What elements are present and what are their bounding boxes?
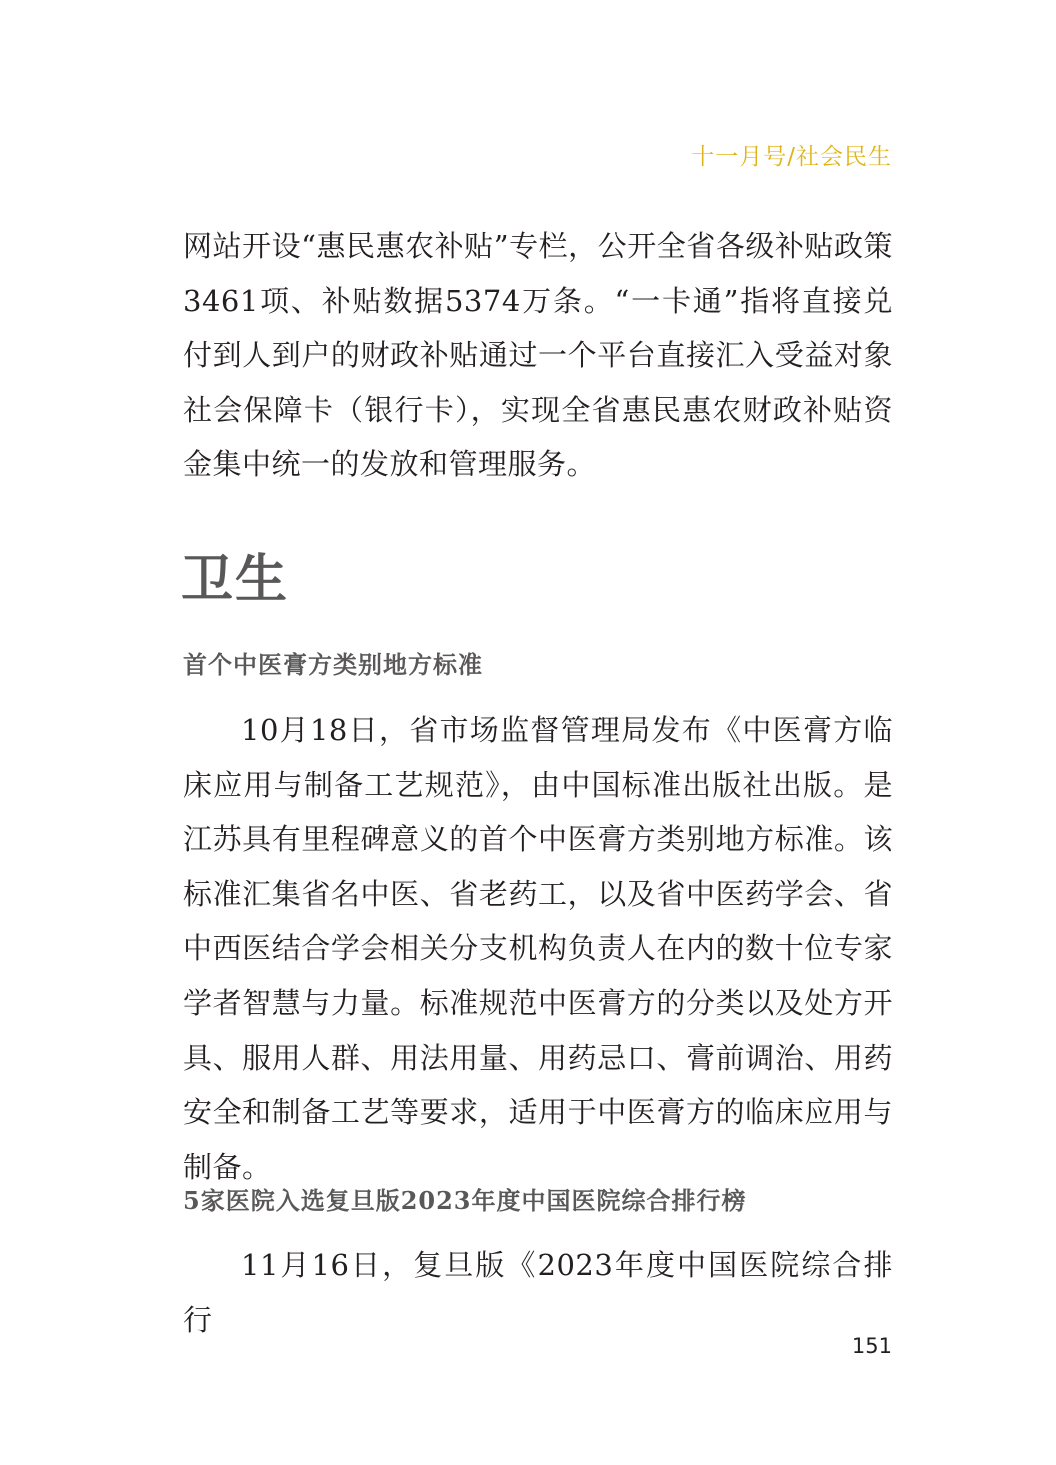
subhead-hospital-ranking: 5家医院入选复旦版2023年度中国医院综合排行榜 (183, 1186, 747, 1215)
running-header: 十一月号/社会民生 (691, 144, 892, 170)
intro-paragraph: 网站开设“惠民惠农补贴”专栏，公开全省各级补贴政策3461项、补贴数据5374万条。“一卡通”指将直接兑付到人到户的财政补贴通过一个平台直接汇入受益对象社会保障卡（银行卡），实现全省惠民惠农财政补贴资金集中统一的发放和管理服务。 (183, 229, 893, 482)
subhead-tcm-standard: 首个中医膏方类别地方标准 (183, 650, 483, 679)
section-title: 卫生 (181, 550, 290, 610)
hospital-ranking-paragraph: 11月16日，复旦版《2023年度中国医院综合排行 (183, 1248, 893, 1337)
page-number: 151 (851, 1334, 892, 1358)
tcm-standard-paragraph: 10月18日，省市场监督管理局发布《中医膏方临床应用与制备工艺规范》，由中国标准出版社出版。是江苏具有里程碑意义的首个中医膏方类别地方标准。该标准汇集省名中医、省老药工，以及省中医药学会、省中西医结合学会相关分支机构负责人在内的数十位专家学者智慧与力量。标准规范中医膏方的分类以及处方开具、服用人群、用法用量、用药忌口、膏前调治、用药安全和制备工艺等要求，适用于中医膏方的临床应用与制备。 (183, 713, 893, 1184)
